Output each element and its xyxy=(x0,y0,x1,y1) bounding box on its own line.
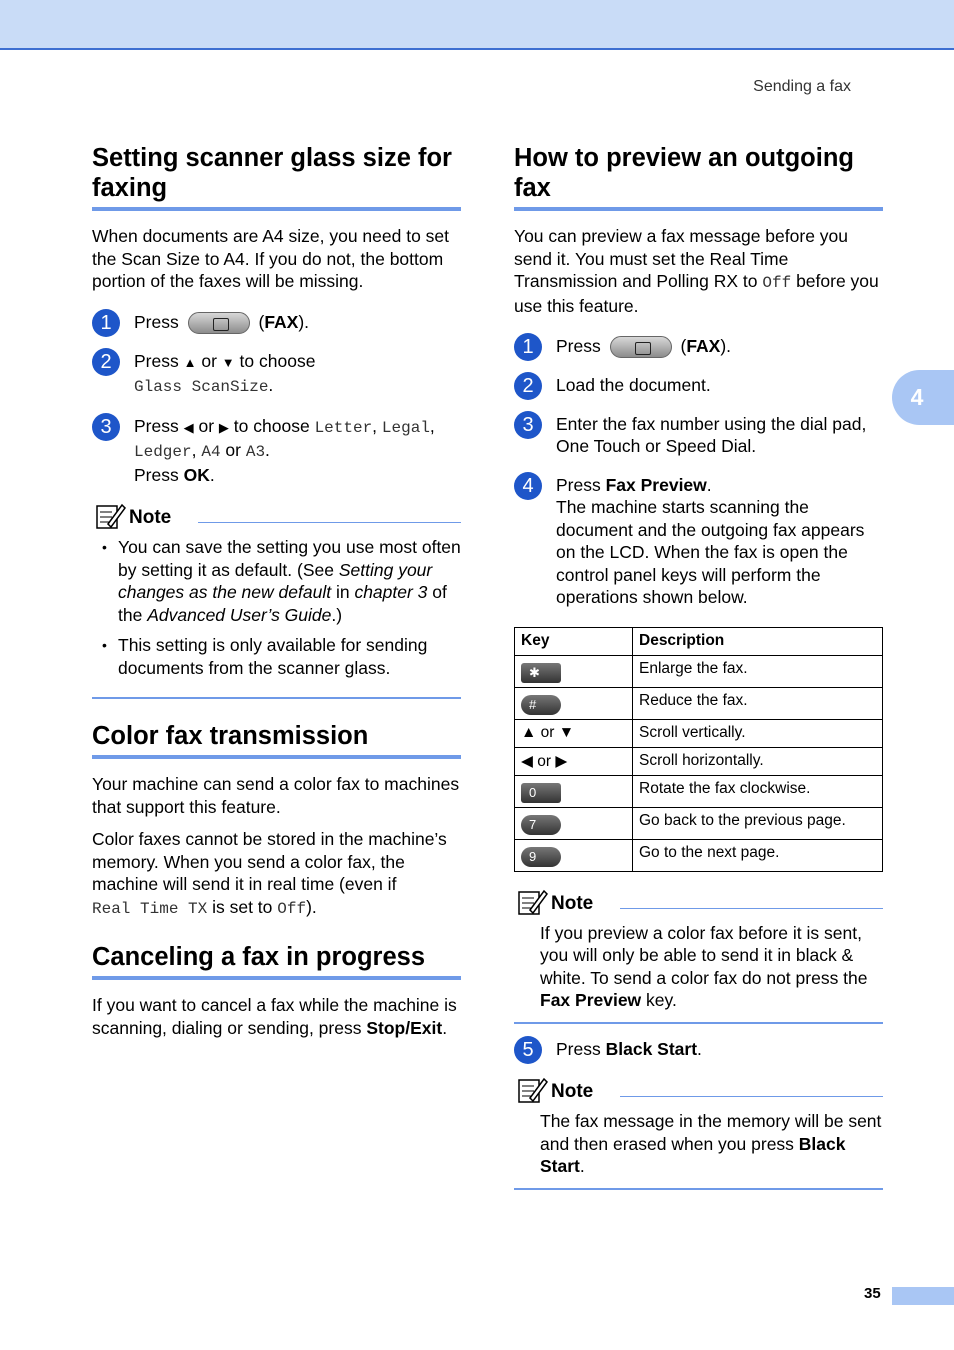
table-row xyxy=(515,807,883,839)
note-box xyxy=(514,888,883,1024)
table-row xyxy=(515,839,883,871)
note-title: Note xyxy=(551,1081,594,1103)
step-number: 3 xyxy=(514,411,542,439)
key-name: FAX xyxy=(686,336,721,356)
note-bullet: • You can save the setting you use most often by setting it as default. (See Setting your changes as the new default in chapter 3 of the Advanced User’s Guide.) xyxy=(118,536,461,626)
step-text: Press xyxy=(134,415,179,436)
running-title: Sending a fax xyxy=(753,78,851,95)
chapter-tab: 4 xyxy=(892,370,954,425)
step-text: Press xyxy=(134,464,179,485)
table-row xyxy=(515,687,883,719)
fax-button-icon xyxy=(188,312,250,334)
left-arrow-icon: ◀ xyxy=(183,419,194,435)
right-column xyxy=(514,143,883,1190)
down-arrow-icon: ▼ xyxy=(221,354,235,370)
hash-key-icon: # xyxy=(521,695,561,715)
step-text: Enter the fax number using the dial pad, One Touch or Speed Dial. xyxy=(556,413,867,457)
section-heading-preview: How to preview an outgoing fax xyxy=(514,143,883,211)
section-heading-color-fax: Color fax transmission xyxy=(92,721,461,759)
preview-keys-table xyxy=(514,627,883,872)
table-cell: Go to the next page. xyxy=(633,839,883,871)
step-text: Press xyxy=(134,311,179,332)
table-cell: Scroll horizontally. xyxy=(633,747,883,775)
table-cell: Rotate the fax clockwise. xyxy=(633,775,883,807)
up-down-arrow-keys: ▲ or ▼ xyxy=(515,719,633,747)
step-text: Press xyxy=(556,1038,601,1059)
table-row xyxy=(515,775,883,807)
step-3: 3 Press ◀ or ▶ to choose Letter, Legal, Ledger, A4 or A3. Press OK. xyxy=(92,415,461,487)
nine-key-icon: 9 xyxy=(521,847,561,867)
option-legal: Legal xyxy=(381,418,430,437)
step-number: 1 xyxy=(514,333,542,361)
note-rule xyxy=(620,1096,883,1097)
step-text: Load the document. xyxy=(556,375,711,396)
table-header-key: Key xyxy=(515,627,633,655)
step-text: to choose xyxy=(233,415,310,436)
option-letter: Letter xyxy=(314,418,373,437)
table-header-description: Description xyxy=(633,627,883,655)
page-number-bar xyxy=(892,1287,954,1305)
step-description: The machine starts scanning the document and the outgoing fax appears on the LCD. When the fax is open the control panel keys will perform the operations shown below. xyxy=(556,497,865,608)
step-text: Press xyxy=(556,474,601,495)
step-number: 2 xyxy=(92,348,120,376)
step-text: to choose xyxy=(239,350,316,371)
note-title: Note xyxy=(129,507,172,529)
paragraph-intro: When documents are A4 size, you need to set the Scan Size to A4. If you do not, the bottom portion of the faxes will be missing. xyxy=(92,226,450,291)
note-pencil-icon xyxy=(518,1076,548,1104)
paragraph: Color faxes cannot be stored in the machine’s memory. When you send a color fax, the machine will send it in real time (even if Real Time TX is set to Off). xyxy=(92,829,447,918)
step-2: 2 Press ▲ or ▼ to choose Glass ScanSize. xyxy=(92,350,461,399)
key-name: FAX xyxy=(264,311,299,332)
step-text: Press xyxy=(134,350,179,371)
right-arrow-icon: ▶ xyxy=(218,419,229,435)
left-right-arrow-keys: ◀ or ▶ xyxy=(515,747,633,775)
key-name: Fax Preview xyxy=(605,474,707,495)
menu-setting: Glass ScanSize xyxy=(134,378,269,397)
note-rule xyxy=(198,522,461,523)
table-cell: Enlarge the fax. xyxy=(633,655,883,687)
step-5: 5 Press Black Start. xyxy=(514,1038,883,1061)
step-3 xyxy=(514,413,883,458)
step-1: 1 Press (FAX). xyxy=(92,311,461,334)
table-cell: Go back to the previous page. xyxy=(633,807,883,839)
note-bullet: • This setting is only available for sending documents from the scanner glass. xyxy=(118,634,461,679)
step-text: or xyxy=(201,350,217,371)
paragraph: Your machine can send a color fax to machines that support this feature. xyxy=(92,774,460,817)
left-column xyxy=(92,143,461,1049)
page-number: 35 xyxy=(864,1285,881,1302)
note-rule xyxy=(620,908,883,909)
note-box xyxy=(92,502,461,699)
note-body: If you preview a color fax before it is sent, you will only be able to send it in black & white. To send a color fax do not press the Fax Preview key. xyxy=(540,922,868,1011)
fax-button-icon xyxy=(610,336,672,358)
option-a4: A4 xyxy=(201,443,221,462)
step-number: 2 xyxy=(514,372,542,400)
paragraph-intro: You can preview a fax message before you send it. You must set the Real Time Transmission and Polling RX to Off before you use this feature. xyxy=(514,226,879,316)
step-1: 1 Press (FAX). xyxy=(514,335,883,358)
key-name: Black Start xyxy=(605,1038,698,1059)
step-number: 3 xyxy=(92,413,120,441)
step-2 xyxy=(514,374,883,397)
seven-key-icon: 7 xyxy=(521,815,561,835)
step-number: 4 xyxy=(514,472,542,500)
note-pencil-icon xyxy=(518,888,548,916)
header-bar xyxy=(0,0,954,50)
table-row xyxy=(515,747,883,775)
step-text: or xyxy=(198,415,215,436)
table-cell: Reduce the fax. xyxy=(633,687,883,719)
section-heading-scanner-glass: Setting scanner glass size for faxing xyxy=(92,143,461,211)
table-row xyxy=(515,655,883,687)
note-box xyxy=(514,1076,883,1190)
paragraph: If you want to cancel a fax while the machine is scanning, dialing or sending, press Stop/Exit. xyxy=(92,995,457,1038)
note-pencil-icon xyxy=(96,502,126,530)
table-cell: Scroll vertically. xyxy=(633,719,883,747)
note-body: The fax message in the memory will be sent and then erased when you press Black Start. xyxy=(540,1111,882,1177)
option-a3: A3 xyxy=(245,443,266,462)
up-arrow-icon: ▲ xyxy=(183,354,197,370)
table-row xyxy=(515,719,883,747)
option-ledger: Ledger xyxy=(134,443,192,462)
step-4: 4 Press Fax Preview. The machine starts scanning the document and the outgoing fax appears on the LCD. When the fax is open the control panel keys will perform the operations shown below. xyxy=(514,474,883,609)
step-number: 5 xyxy=(514,1036,542,1064)
step-text: Press xyxy=(556,336,601,356)
star-key-icon: ✱ xyxy=(521,663,561,683)
zero-key-icon: 0 xyxy=(521,783,561,803)
note-title: Note xyxy=(551,892,594,914)
key-name: OK xyxy=(183,464,210,485)
step-number: 1 xyxy=(92,309,120,337)
section-heading-canceling: Canceling a fax in progress xyxy=(92,942,461,980)
